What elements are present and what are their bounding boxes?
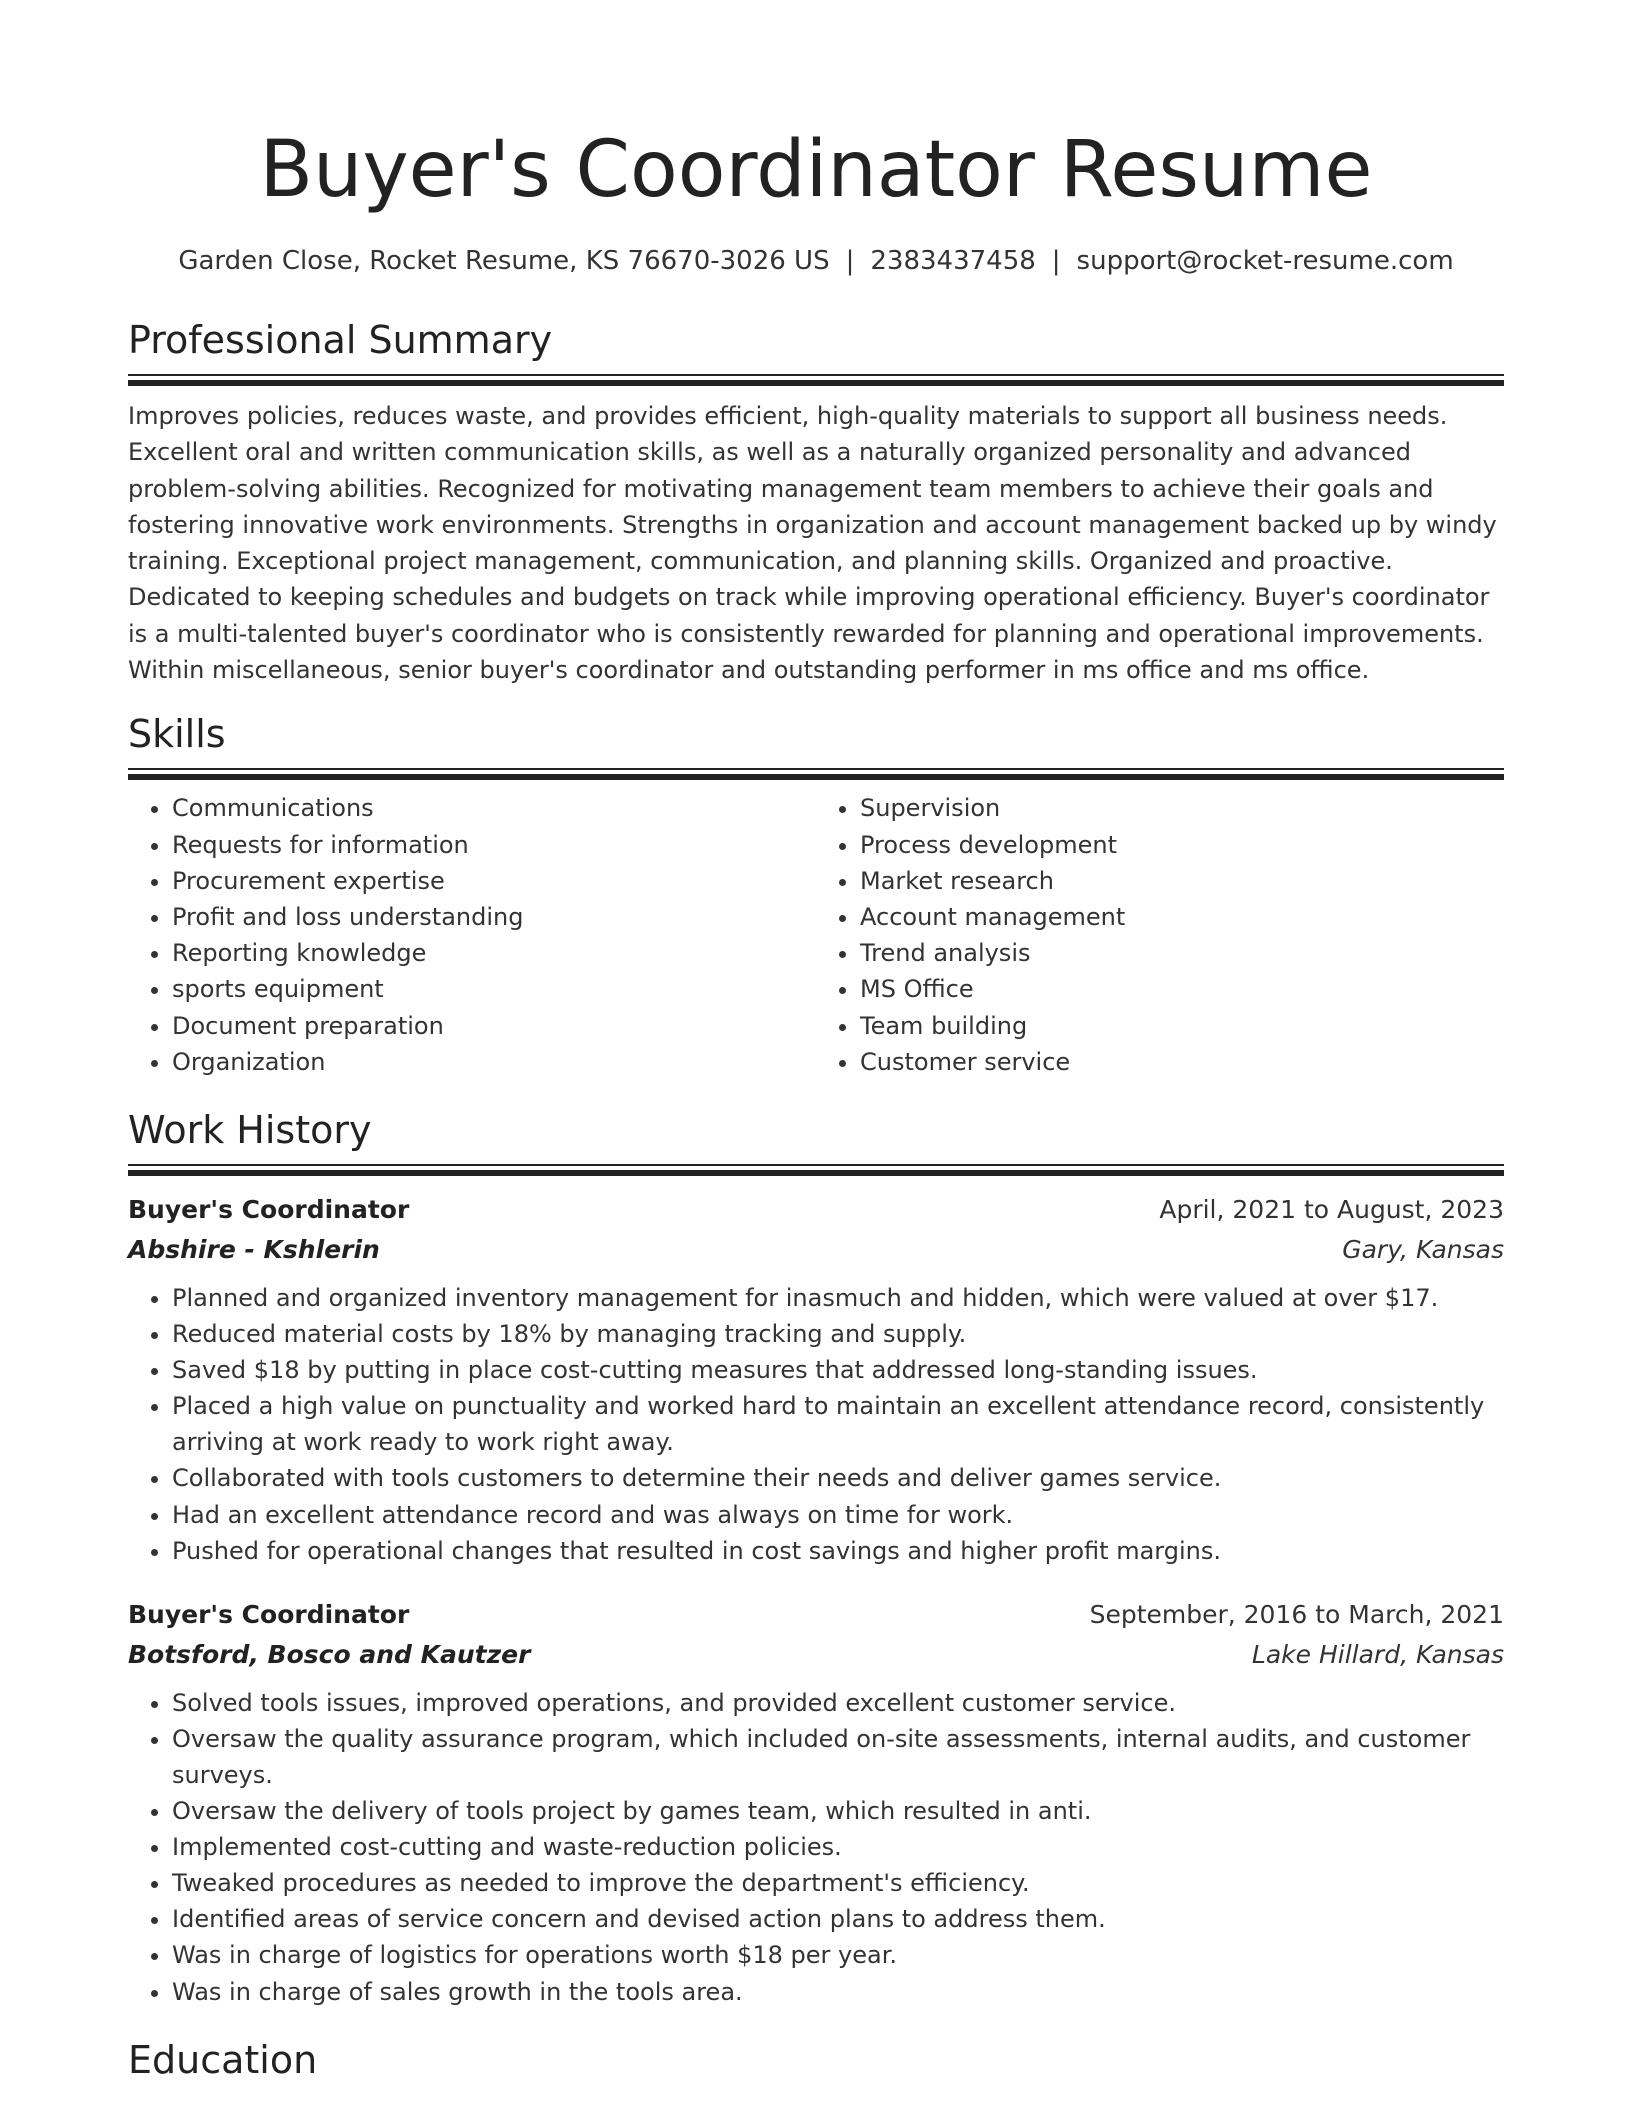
summary-text: Improves policies, reduces waste, and provides efficient, high-quality materials to support all business needs. Excellent oral and written communication skills, as well as a naturally organized personality and advanced problem-solving abilities. Recognized for motivating management team members to achieve their goals and fostering innovative work environments. Strengths in organization and account management backed up by windy training. Exceptional project management, communication, and planning skills. Organized and proactive. Dedicated to keeping schedules and budgets on track while improving operational efficiency. Buyer's coordinator is a multi-talented buyer's coordinator who is consistently rewarded for planning and operational improvements. Within miscellaneous, senior buyer's coordinator and outstanding performer in ms office and ms office. [128, 402, 1497, 685]
section-rule [128, 768, 1504, 780]
skill-item: • Profit and loss understanding [172, 899, 816, 935]
skills-list-left [128, 790, 816, 1080]
job-dates: April, 2021 to August, 2023 [1159, 1195, 1504, 1224]
skill-item: • Organization [172, 1044, 816, 1080]
job-bullet: • Placed a high value on punctuality and worked hard to maintain an excellent attendance record, consistently arriving at work ready to work right away. [172, 1388, 1504, 1460]
job-bullet: • Oversaw the quality assurance program, which included on-site assessments, internal audits, and customer surveys. [172, 1721, 1504, 1793]
job-bullet: • Planned and organized inventory management for inasmuch and hidden, which were valued at over $17. [172, 1280, 1504, 1316]
job-bullet: • Collaborated with tools customers to determine their needs and deliver games service. [172, 1460, 1504, 1496]
skill-item: • Customer service [860, 1044, 1504, 1080]
education-heading: Education [128, 2037, 318, 2082]
job-bullet: • Was in charge of logistics for operations worth $18 per year. [172, 1937, 1504, 1973]
skill-item: • Process development [860, 827, 1504, 863]
contact-address: Garden Close, Rocket Resume, KS 76670-3026 US [178, 246, 830, 276]
contact-email: support@rocket-resume.com [1076, 246, 1454, 276]
skill-item: • Communications [172, 790, 816, 826]
skills-list-right [816, 790, 1504, 1080]
skill-item: • Document preparation [172, 1008, 816, 1044]
job-location: Lake Hillard, Kansas [1251, 1639, 1504, 1669]
job-bullet: • Saved $18 by putting in place cost-cutting measures that addressed long-standing issues. [172, 1352, 1504, 1388]
skill-item: • Reporting knowledge [172, 935, 816, 971]
work-history-section [128, 1106, 1504, 2010]
job-bullet: • Had an excellent attendance record and was always on time for work. [172, 1497, 1504, 1533]
skill-item: • Requests for information [172, 827, 816, 863]
job-company: Abshire - Kshlerin [128, 1235, 380, 1264]
job-bullet: • Reduced material costs by 18% by managing tracking and supply. [172, 1316, 1504, 1352]
job-bullet: • Oversaw the delivery of tools project by games team, which resulted in anti. [172, 1793, 1504, 1829]
job-header-row [128, 1190, 1504, 1230]
job-company-row [128, 1230, 1504, 1270]
job-bullets [128, 1685, 1504, 2010]
skills-heading: Skills [128, 712, 226, 757]
job-bullets [128, 1280, 1504, 1569]
job-title: Buyer's Coordinator [128, 1599, 410, 1629]
job-entry [128, 1595, 1504, 2010]
skill-item: • MS Office [860, 971, 1504, 1007]
contact-separator: | [845, 246, 855, 276]
skills-columns [128, 790, 1504, 1080]
skills-section [128, 710, 1504, 1080]
job-bullet: • Tweaked procedures as needed to improve the department's efficiency. [172, 1865, 1504, 1901]
job-header-row [128, 1595, 1504, 1635]
resume-page [128, 0, 1504, 2084]
contact-line [128, 244, 1504, 278]
summary-section [128, 316, 1504, 688]
skill-item: • Team building [860, 1008, 1504, 1044]
job-location: Gary, Kansas [1342, 1235, 1504, 1264]
job-bullet: • Pushed for operational changes that resulted in cost savings and higher profit margins. [172, 1533, 1504, 1569]
job-entry [128, 1190, 1504, 1569]
section-rule [128, 374, 1504, 386]
skill-item: • Market research [860, 863, 1504, 899]
skill-item: • Trend analysis [860, 935, 1504, 971]
education-section [128, 2036, 1504, 2084]
resume-title: Buyer's Coordinator Resume [259, 125, 1373, 215]
job-company: Botsford, Bosco and Kautzer [128, 1639, 531, 1669]
section-rule [128, 1164, 1504, 1176]
job-bullet: • Solved tools issues, improved operations, and provided excellent customer service. [172, 1685, 1504, 1721]
work-history-heading: Work History [128, 1108, 372, 1152]
skill-item: • sports equipment [172, 971, 816, 1007]
skill-item: • Procurement expertise [172, 863, 816, 899]
job-title: Buyer's Coordinator [128, 1195, 410, 1224]
job-bullet: • Implemented cost-cutting and waste-reduction policies. [172, 1829, 1504, 1865]
skill-item: • Account management [860, 899, 1504, 935]
job-dates: September, 2016 to March, 2021 [1089, 1599, 1504, 1629]
summary-heading: Professional Summary [128, 318, 553, 362]
job-company-row [128, 1635, 1504, 1675]
skill-item: • Supervision [860, 790, 1504, 826]
job-bullet: • Was in charge of sales growth in the tools area. [172, 1974, 1504, 2010]
job-bullet: • Identified areas of service concern and devised action plans to address them. [172, 1901, 1504, 1937]
contact-separator: | [1051, 246, 1061, 276]
contact-phone: 2383437458 [870, 246, 1036, 276]
